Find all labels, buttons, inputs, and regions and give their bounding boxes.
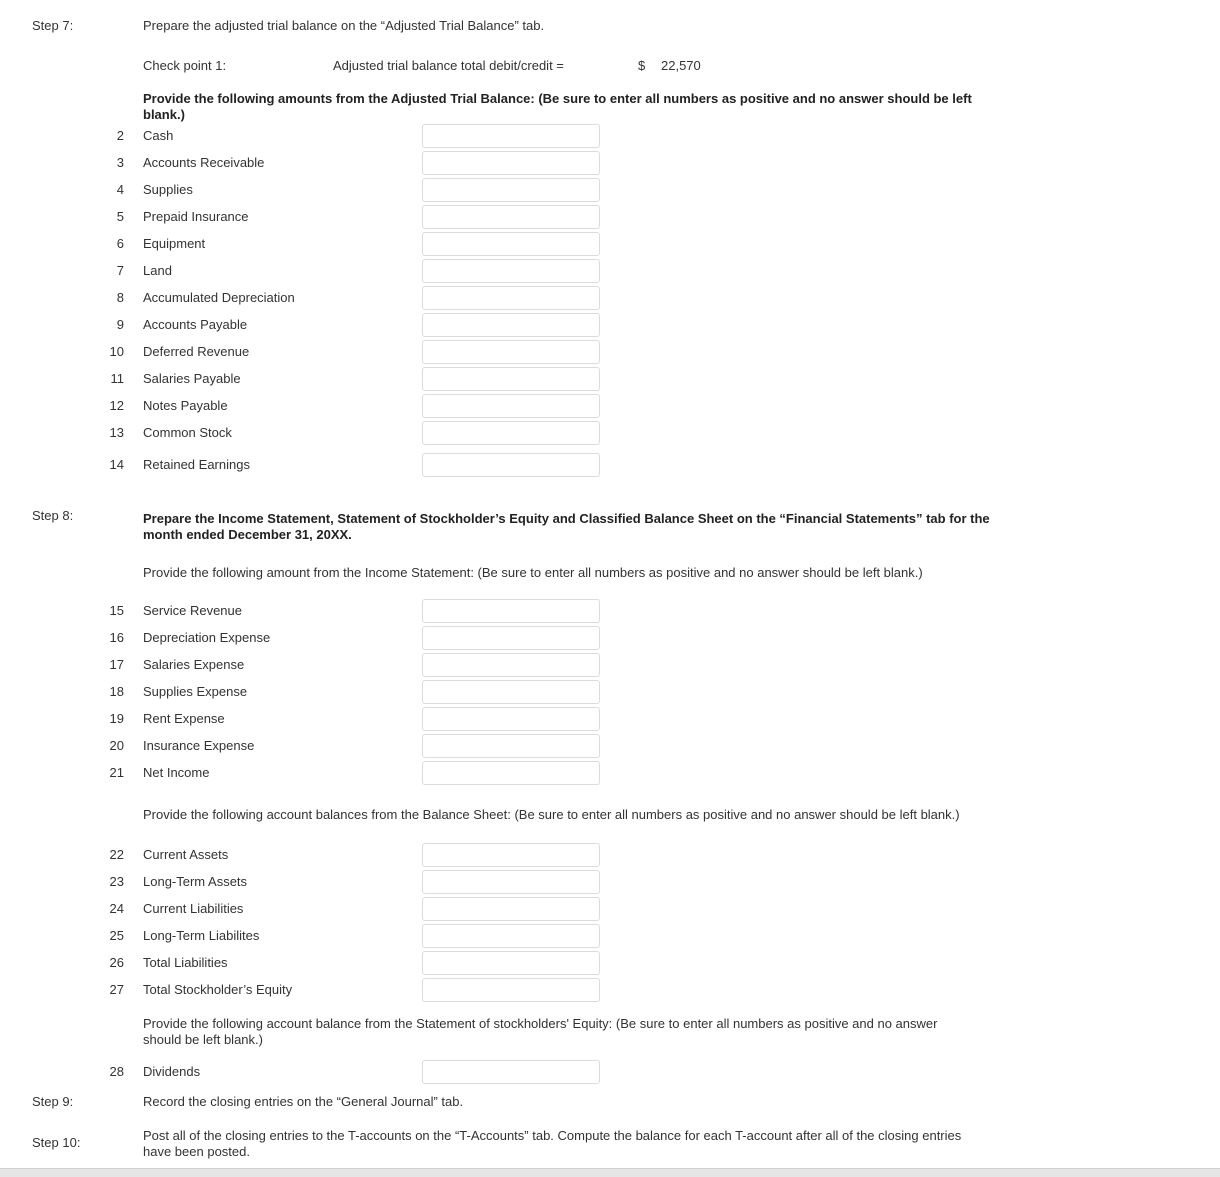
row-label-salaries-payable: Salaries Payable: [143, 371, 241, 386]
accounts-payable-input[interactable]: [422, 313, 600, 337]
row-number: 8: [116, 290, 124, 305]
net-income-input[interactable]: [422, 761, 600, 785]
insurance-expense-input[interactable]: [422, 734, 600, 758]
row-number: 10: [109, 344, 124, 359]
step-8-instruction: Prepare the Income Statement, Statement of Stockholder’s Equity and Classified Balance Sheet on the “Financial Statements” tab for the month ended December 31, 20XX.: [143, 511, 990, 542]
current-assets-input[interactable]: [422, 843, 600, 867]
row-label-long-term-assets: Long-Term Assets: [143, 874, 248, 889]
row-number: 16: [109, 630, 124, 645]
depreciation-expense-input[interactable]: [422, 626, 600, 650]
row-label-deferred-revenue: Deferred Revenue: [143, 344, 250, 359]
salaries-payable-input[interactable]: [422, 367, 600, 391]
current-liabilities-input[interactable]: [422, 897, 600, 921]
checkpoint-currency: $: [638, 58, 646, 73]
deferred-revenue-input[interactable]: [422, 340, 600, 364]
step-7-instruction: Prepare the adjusted trial balance on the “Adjusted Trial Balance” tab.: [143, 18, 545, 33]
salaries-expense-input[interactable]: [422, 653, 600, 677]
total-stockholders-equity-input[interactable]: [422, 978, 600, 1002]
row-number: 4: [116, 182, 124, 197]
row-label-total-stockholders-equity: Total Stockholder’s Equity: [143, 982, 293, 997]
equipment-input[interactable]: [422, 232, 600, 256]
step-7-provide-instruction: Provide the following amounts from the Adjusted Trial Balance: (Be sure to enter all numbers as positive and no answer should be left blank.): [143, 91, 972, 122]
row-label-salaries-expense: Salaries Expense: [143, 657, 245, 672]
land-input[interactable]: [422, 259, 600, 283]
row-number: 2: [116, 128, 124, 143]
row-number: 13: [109, 425, 124, 440]
row-label-net-income: Net Income: [143, 765, 210, 780]
row-label-accounts-payable: Accounts Payable: [143, 317, 248, 332]
accumulated-depreciation-input[interactable]: [422, 286, 600, 310]
long-term-assets-input[interactable]: [422, 870, 600, 894]
row-label-prepaid-insurance: Prepaid Insurance: [143, 209, 249, 224]
step-10-instruction: Post all of the closing entries to the T-accounts on the “T-Accounts” tab. Compute the balance for each T-account after all of the closing entries have been posted.: [143, 1128, 962, 1159]
row-number: 25: [109, 928, 124, 943]
row-label-common-stock: Common Stock: [143, 425, 232, 440]
row-label-accumulated-depreciation: Accumulated Depreciation: [143, 290, 295, 305]
row-label-rent-expense: Rent Expense: [143, 711, 225, 726]
row-number: 19: [109, 711, 124, 726]
row-label-long-term-liabilities: Long-Term Liabilites: [143, 928, 260, 943]
total-liabilities-input[interactable]: [422, 951, 600, 975]
step-10-label: Step 10:: [32, 1135, 81, 1150]
checkpoint-description: Adjusted trial balance total debit/credit =: [333, 58, 564, 73]
balance-sheet-instruction: Provide the following account balances from the Balance Sheet: (Be sure to enter all numbers as positive and no answer should be left blank.): [143, 807, 960, 822]
row-label-equipment: Equipment: [143, 236, 206, 251]
row-number: 5: [116, 209, 124, 224]
row-number: 20: [109, 738, 124, 753]
accounts-receivable-input[interactable]: [422, 151, 600, 175]
row-number: 7: [116, 263, 124, 278]
row-label-retained-earnings: Retained Earnings: [143, 457, 250, 472]
row-label-current-assets: Current Assets: [143, 847, 229, 862]
cash-input[interactable]: [422, 124, 600, 148]
row-number: 9: [116, 317, 124, 332]
row-number: 21: [109, 765, 124, 780]
dividends-input[interactable]: [422, 1060, 600, 1084]
step-9-instruction: Record the closing entries on the “General Journal” tab.: [143, 1094, 464, 1109]
row-label-dividends: Dividends: [143, 1064, 201, 1079]
checkpoint-value: 22,570: [661, 58, 701, 73]
common-stock-input[interactable]: [422, 421, 600, 445]
row-number: 11: [110, 371, 124, 386]
step-9-label: Step 9:: [32, 1094, 74, 1109]
row-label-service-revenue: Service Revenue: [143, 603, 242, 618]
income-statement-instruction: Provide the following amount from the Income Statement: (Be sure to enter all numbers as positive and no answer should be left blank.): [143, 565, 923, 580]
row-label-current-liabilities: Current Liabilities: [143, 901, 244, 916]
step-7-label: Step 7:: [32, 18, 74, 33]
row-number: 23: [109, 874, 124, 889]
row-label-depreciation-expense: Depreciation Expense: [143, 630, 271, 645]
retained-earnings-input[interactable]: [422, 453, 600, 477]
row-label-supplies-expense: Supplies Expense: [143, 684, 248, 699]
row-label-notes-payable: Notes Payable: [143, 398, 228, 413]
equity-statement-instruction: Provide the following account balance from the Statement of stockholders' Equity: (Be sure to enter all numbers as positive and no answer should be left blank.): [143, 1016, 938, 1047]
checkpoint-label: Check point 1:: [143, 58, 227, 73]
row-label-land: Land: [143, 263, 172, 278]
notes-payable-input[interactable]: [422, 394, 600, 418]
row-number: 12: [109, 398, 124, 413]
service-revenue-input[interactable]: [422, 599, 600, 623]
row-number: 17: [109, 657, 124, 672]
row-label-insurance-expense: Insurance Expense: [143, 738, 255, 753]
prepaid-insurance-input[interactable]: [422, 205, 600, 229]
row-number: 27: [109, 982, 124, 997]
rent-expense-input[interactable]: [422, 707, 600, 731]
row-number: 26: [109, 955, 124, 970]
row-number: 14: [109, 457, 124, 472]
long-term-liabilities-input[interactable]: [422, 924, 600, 948]
step-8-label: Step 8:: [32, 508, 74, 523]
row-number: 15: [109, 603, 124, 618]
row-number: 22: [109, 847, 124, 862]
supplies-expense-input[interactable]: [422, 680, 600, 704]
row-label-cash: Cash: [143, 128, 174, 143]
row-label-total-liabilities: Total Liabilities: [143, 955, 228, 970]
row-label-accounts-receivable: Accounts Receivable: [143, 155, 265, 170]
row-number: 24: [109, 901, 124, 916]
row-number: 6: [116, 236, 124, 251]
supplies-input[interactable]: [422, 178, 600, 202]
row-number: 18: [109, 684, 124, 699]
row-number: 3: [116, 155, 124, 170]
row-number: 28: [109, 1064, 124, 1079]
row-label-supplies: Supplies: [143, 182, 193, 197]
